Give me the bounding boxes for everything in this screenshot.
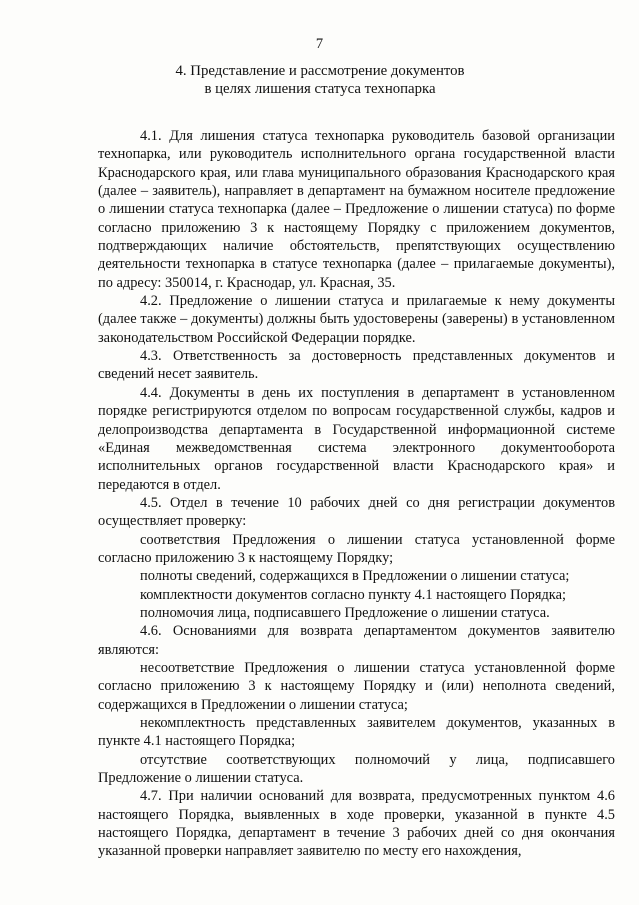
- paragraph-4-4: 4.4. Документы в день их поступления в департамент в установленном порядке регистрируются отделом по вопросам государственной службы, кадров и делопроизводства департамента в Государственной информационной системе «Единая межведомственная система электронного документооборота исполнительных органов государственной власти Краснодарского края» и передаются в отдел.: [98, 384, 615, 493]
- return-reason-authority: отсутствие соответствующих полномочий у лица, подписавшего Предложение о лишении статуса.: [98, 751, 615, 787]
- return-reason-documents: некомплектность представленных заявителем документов, указанных в пункте 4.1 настоящего Порядка;: [98, 715, 615, 750]
- paragraph-4-2: 4.2. Предложение о лишении статуса и прилагаемые к нему документы (далее также – документы) должны быть удостоверены (заверены) в установленном законодательством Российской Федерации порядке.: [98, 293, 615, 346]
- paragraph-4-7: 4.7. При наличии оснований для возврата, предусмотренных пунктом 4.6 настоящего Порядка, выявленных в ходе проверки, указанной в пункте 4.5 настоящего Порядка, департамент в течение 3 рабочих дней со дня окончания указанной проверки направляет заявителю по месту его нахождения,: [98, 788, 615, 860]
- check-item-authority: полномочия лица, подписавшего Предложение о лишении статуса.: [140, 604, 550, 621]
- paragraph-4-3: 4.3. Ответственность за достоверность представленных документов и сведений несет заявитель.: [98, 348, 615, 383]
- paragraph-4-6: 4.6. Основаниями для возврата департаментом документов заявителю являются:: [98, 623, 615, 658]
- section-heading-line-1: 4. Представление и рассмотрение документов: [175, 63, 465, 79]
- check-item-form: соответствия Предложения о лишении статуса установленной форме согласно приложению 3 к настоящему Порядку;: [98, 531, 615, 566]
- paragraph-4-5: 4.5. Отдел в течение 10 рабочих дней со дня регистрации документов осуществляет проверку:: [98, 494, 615, 530]
- check-item-documents: комплектности документов согласно пункту 4.1 настоящего Порядка;: [140, 586, 566, 603]
- section-heading-line-2: в целях лишения статуса технопарка: [204, 81, 436, 97]
- check-item-completeness: полноты сведений, содержащихся в Предложении о лишении статуса;: [140, 568, 570, 585]
- document-body: [98, 127, 615, 861]
- return-reason-form: несоответствие Предложения о лишении статуса установленной форме согласно приложению 3 к настоящему Порядку и (или) неполнота сведений, содержащихся в Предложении о лишении статуса;: [98, 659, 615, 713]
- section-heading: [60, 62, 580, 98]
- page-number: 7: [315, 36, 324, 52]
- paragraph-4-1: 4.1. Для лишения статуса технопарка руководитель базовой организации технопарка, или руководитель исполнительного органа государственной власти Краснодарского края, или глава муниципального образования Краснодарского края (далее – заявитель), направляет в департамент на бумажном носителе предложение о лишении статуса технопарка (далее – Предложение о лишении статуса) по форме согласно приложению 3 к настоящему Порядку с приложением документов, подтверждающих наличие обстоятельств, препятствующих осуществлению деятельности технопарка в статусе технопарка (далее – прилагаемые документы), по адресу: 350014, г. Краснодар, ул. Красная, 35.: [98, 128, 615, 291]
